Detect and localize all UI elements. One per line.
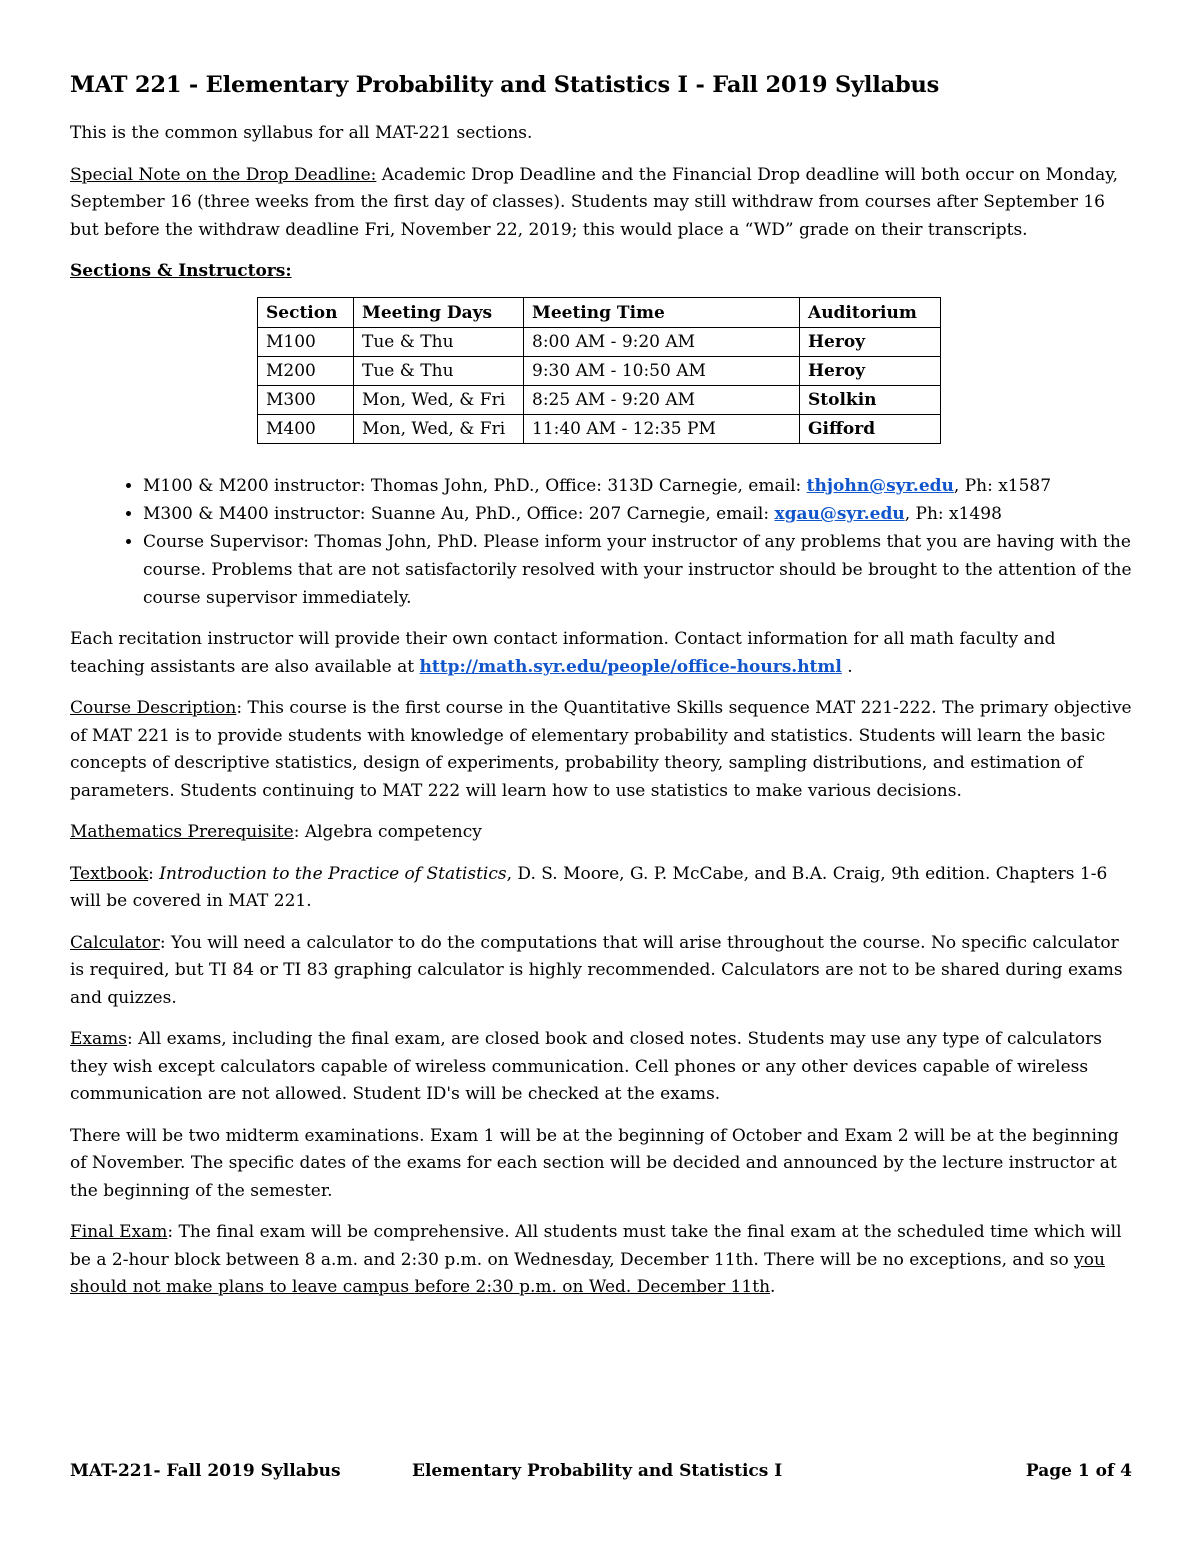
exams-text: : All exams, including the final exam, are closed book and closed notes. Students may use any type of calculators they wish except calculators capable of wireless communication. Cell phones or any other devices capable of wireless communication are not allowed. Student ID's will be checked at the exams. — [70, 1029, 1102, 1104]
final-exam-end: . — [770, 1277, 776, 1297]
instructor-2-email-link[interactable]: xgau@syr.edu — [774, 504, 905, 524]
table-cell: Stolkin — [800, 386, 941, 415]
drop-note-label: Special Note on the Drop Deadline: — [70, 164, 377, 185]
table-cell: Tue & Thu — [354, 328, 524, 357]
syllabus-page — [70, 72, 1132, 1316]
prerequisite-paragraph — [70, 819, 1132, 847]
footer-course-title: Elementary Probability and Statistics I — [412, 1461, 783, 1481]
intro-text: This is the common syllabus for all MAT-221 sections. — [70, 123, 533, 143]
table-header-row — [258, 298, 941, 328]
table-cell: M400 — [258, 415, 354, 444]
table-cell: Tue & Thu — [354, 357, 524, 386]
instructor-1-text: M100 & M200 instructor: Thomas John, PhD., Office: 313D Carnegie, email: — [143, 476, 807, 496]
instructor-2-phone: , Ph: x1498 — [904, 504, 1002, 524]
course-description-label: Course Description — [70, 698, 237, 718]
list-item — [143, 472, 1132, 500]
prerequisite-label: Mathematics Prerequisite — [70, 822, 294, 842]
footer-page-number: Page 1 of 4 — [1025, 1461, 1132, 1481]
table-header: Auditorium — [800, 298, 941, 328]
sections-heading-label: Sections & Instructors: — [70, 261, 292, 281]
sections-heading — [70, 258, 1132, 285]
table-row — [258, 357, 941, 386]
final-exam-paragraph — [70, 1219, 1132, 1302]
textbook-paragraph — [70, 861, 1132, 916]
instructor-2-text: M300 & M400 instructor: Suanne Au, PhD., Office: 207 Carnegie, email: — [143, 504, 775, 524]
final-exam-warning: you should not make plans to leave campus before 2:30 p.m. on Wed. December 11th — [70, 1249, 1105, 1297]
prerequisite-text: : Algebra competency — [293, 822, 482, 842]
course-description-text: : This course is the first course in the Quantitative Skills sequence MAT 221-222. The primary objective of MAT 221 is to provide students with knowledge of elementary probability and statistics. Students will learn the basic concepts of descriptive statistics, design of experiments, probability theory, sampling distributions, and estimation of parameters. Students continuing to MAT 222 will learn how to use statistics to make various decisions. — [70, 698, 1132, 801]
table-cell: 11:40 AM - 12:35 PM — [524, 415, 800, 444]
table-header: Meeting Time — [524, 298, 800, 328]
course-description-paragraph — [70, 695, 1132, 805]
table-cell: Heroy — [800, 357, 941, 386]
textbook-colon: : — [148, 863, 160, 884]
table-cell: 9:30 AM - 10:50 AM — [524, 357, 800, 386]
table-header: Section — [258, 298, 354, 328]
table-row — [258, 386, 941, 415]
footer-course: MAT-221- Fall 2019 Syllabus — [70, 1461, 341, 1481]
textbook-label: Textbook — [70, 863, 149, 884]
instructor-list — [70, 472, 1132, 612]
midterms-paragraph: There will be two midterm examinations. Exam 1 will be at the beginning of October and Exam 2 will be at the beginning of November. The specific dates of the exams for each section will be decided and announced by the lecture instructor at the beginning of the semester. — [70, 1125, 1119, 1201]
calculator-paragraph — [70, 930, 1132, 1013]
table-cell: 8:25 AM - 9:20 AM — [524, 386, 800, 415]
table-cell: Mon, Wed, & Fri — [354, 386, 524, 415]
recitation-paragraph — [70, 626, 1132, 681]
recitation-text: Each recitation instructor will provide their own contact information. Contact information for all math faculty and teaching assistants are also available at — [70, 629, 1056, 677]
table-cell: Mon, Wed, & Fri — [354, 415, 524, 444]
table-cell: Gifford — [800, 415, 941, 444]
instructor-1-phone: , Ph: x1587 — [953, 476, 1052, 496]
calculator-label: Calculator — [70, 932, 160, 953]
list-item: • Course Supervisor: Thomas John, PhD. Please inform your instructor of any problems that you are having with the course. Problems that are not satisfactorily resolved with your instructor should be brought to the attention of the course supervisor immediately. — [143, 528, 1132, 612]
sections-table — [257, 297, 941, 444]
textbook-text: , D. S. Moore, G. P. McCabe, and B.A. Craig, 9th edition. Chapters 1-6 will be covered in MAT 221. — [70, 863, 1108, 911]
exams-paragraph — [70, 1026, 1132, 1109]
recitation-end: . — [841, 656, 853, 677]
table-cell: 8:00 AM - 9:20 AM — [524, 328, 800, 357]
drop-note-paragraph — [70, 162, 1132, 245]
table-cell: Heroy — [800, 328, 941, 357]
calculator-text: : You will need a calculator to do the computations that will arise throughout the course. No specific calculator is required, but TI 84 or TI 83 graphing calculator is highly recommended. Calculators are not to be shared during exams and quizzes. — [70, 932, 1123, 1008]
table-header: Meeting Days — [354, 298, 524, 328]
list-item — [143, 500, 1132, 528]
final-exam-text: : The final exam will be comprehensive. All students must take the final exam at the scheduled time which will be a 2-hour block between 8 a.m. and 2:30 p.m. on Wednesday, December 11th. There will be no exceptions, and so — [70, 1222, 1122, 1270]
table-row — [258, 328, 941, 357]
table-cell: M200 — [258, 357, 354, 386]
office-hours-link[interactable]: http://math.syr.edu/people/office-hours.html — [419, 656, 842, 677]
table-row — [258, 415, 941, 444]
drop-note-text: Academic Drop Deadline and the Financial Drop deadline will both occur on Monday, September 16 (three weeks from the first day of classes). Students may still withdraw from courses after September 16 but before the withdraw deadline Fri, November 22, 2019; this would place a “WD” grade on their transcripts. — [70, 164, 1119, 240]
final-exam-label: Final Exam — [70, 1222, 168, 1242]
page-title: MAT 221 - Elementary Probability and Statistics I - Fall 2019 Syllabus — [70, 72, 940, 98]
table-cell: M100 — [258, 328, 354, 357]
exams-label: Exams — [70, 1029, 127, 1049]
instructor-1-email-link[interactable]: thjohn@syr.edu — [806, 476, 954, 496]
table-cell: M300 — [258, 386, 354, 415]
textbook-title: Introduction to the Practice of Statistics — [159, 863, 507, 884]
